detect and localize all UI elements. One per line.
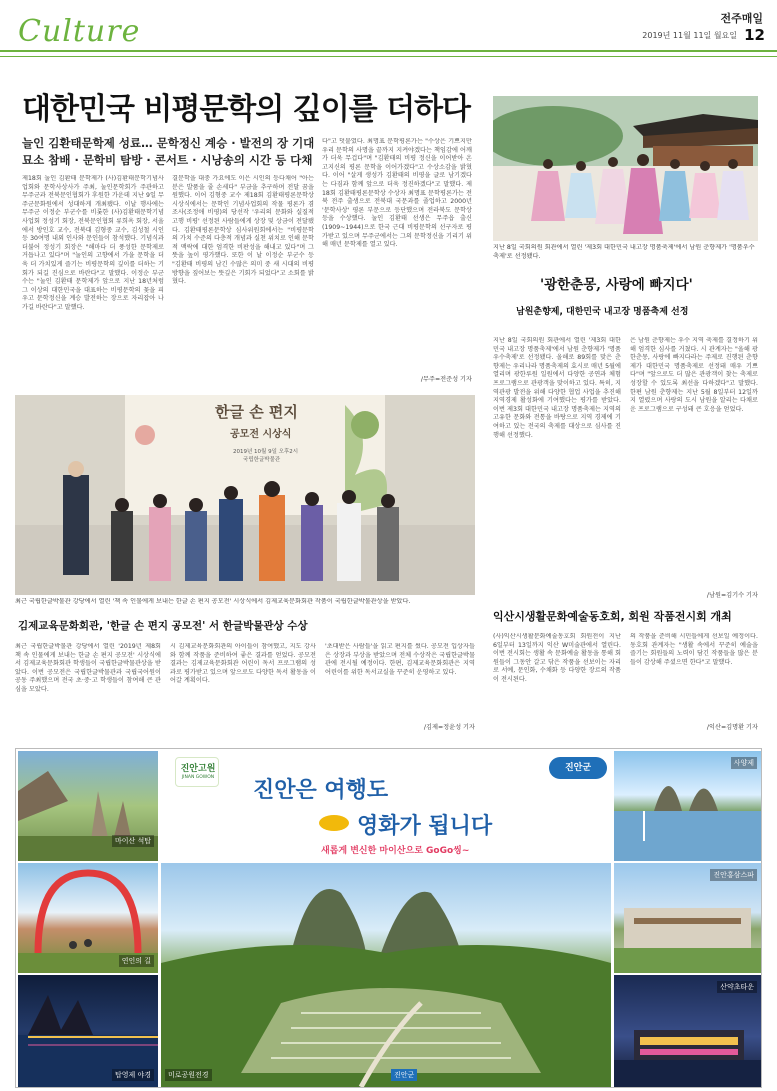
contest-banner-title: 한글 손 편지 <box>215 403 298 421</box>
ad-footer-logo: 진안군 <box>391 1069 417 1081</box>
contest-column-3: '초대받은 사람들'을 읽고 편지를 썼다. 공모전 입상자들은 상장과 부상을 받았으며 전체 수상작은 국립한글박물관에 전시될 예정이다. 한편, 김제교육문화회관은 지역 어린이를 위한 독서교실을 꾸준히 운영하고 있다. <box>325 643 475 676</box>
art-column-1: (사)익산시생활문화예술동호회 회원전이 지난 6일부터 13일까지 익산 W미술관에서 열린다. 이번 전시회는 생활 속 문화예술 활동을 통해 회원들이 그동안 갈고 닦은 작품을 선보이는 자리로 서예, 문인화, 수채화 등 다양한 장르의 작품이 전시된다. <box>493 633 621 683</box>
photo-maisan-stone-tower <box>18 751 158 861</box>
festival-title: '광한춘몽, 사랑에 빠지다' <box>540 277 693 293</box>
photo-tapyeongje-night <box>18 975 158 1087</box>
contest-column-1: 최근 국립한글박물관 강당에서 열린 '2019년 제8회 책 속 인물에게 보내는 한글 손 편지 공모전' 시상식에서 김제교육문화회관 학생들이 국립한글박물관상을 받았다. 이번 공모전은 국립한글박물관과 국립국어원이 공동 주최했으며 전국 초·중·고 학생들이 참여해 큰 관심을 모았다. <box>15 643 161 693</box>
lead-subhead-1: 늘인 김환태문학제 성료… 문학정신 계승 · 발전의 장 기대 <box>22 136 315 150</box>
ad-center-panel <box>161 751 611 1087</box>
contest-byline: /김제=정윤성 기자 <box>423 724 475 731</box>
label-tapyeongje-night: 탑영제 야경 <box>112 1069 154 1081</box>
label-lovers-road: 연인의 길 <box>119 955 154 967</box>
jinan-gowon-logo-sub: JINAN GOWON <box>181 775 215 780</box>
ad-slogan-line-1: 진안은 여행도 <box>253 778 389 803</box>
section-title: Culture <box>18 14 141 49</box>
lead-column-3: 다"고 덧붙였다. 최명표 문학평론가는 "수상은 기쁘지만 우리 문학의 사명을 끝까지 지켜야겠다는 책임감에 어깨가 더욱 무겁다"며 "김환태의 비평 정신을 이어받아 온고지신의 평론 문학을 이어가겠다"고 수상소감을 밝혔다. 이어 "살게 생성가 김환태의 비평을 글로 남기겠다는 다짐과 함께 앞으로 더욱 정진하겠다"고 말했다. 제18회 김환태평론문학상 수상자 최명표 문학평론가는 전북 전주 출생으로 전북대 국문과를 졸업하고 2000년 '문학사상' 평론 부문으로 등단했으며 전라북도 문학상 등을 수상했다. 눌인 김환태 선생은 무주읍 출신(1909~1944)으로 한국 근대 비평문학의 선구자로 평가받고 있으며 무주군에서는 그의 문학정신을 기리기 위해 매년 문학제를 열고 있다. <box>322 138 472 249</box>
jinan-gowon-logo <box>175 757 219 787</box>
header-rule-thin <box>0 56 777 57</box>
lead-column-2: 결문학을 대중 가요에도 이은 시인의 등다채어 "아는분은 발품을 줄 손세다" 부금을 추구하며 전달 꿈을 원했다. 이어 김형중 교수 제18회 김환태평론문학상 시상식에서는 문학인 기념사업회의 작물 평론가 겸 조사(조정애 비평)의 당선작 '우리의 문화와 실질적 고행 비평' 선정된 사람들에게 상장 및 상금이 전달됐다. 김환태평론문학상 심사위원회에서는 "비평문학의 가치 수준의 다층적 개념과 실천 위치로 인해 문학적 맥락에 대한 엄격한 비판성을 해내고 있다"며 그 뜻을 높이 평가했다. 또한 이 날 이정순 부군수 등 "김환태 비평의 남긴 수많은 의미 중 새 시대의 비평방향을 짚어보는 뜻깊은 기회가 되었다"고 소회를 밝혔다. <box>172 175 314 286</box>
jinan-advertisement <box>15 748 762 1088</box>
newspaper-name: 전주매일 <box>720 12 763 25</box>
issue-date: 2019년 11월 11일 월요일 <box>642 31 737 40</box>
contest-title: 김제교육문화회관, '한글 손 편지 공모전' 서 한글박물관상 수상 <box>18 620 308 632</box>
photo-sayangje <box>614 751 761 861</box>
label-maze-park: 미로공원전경 <box>165 1069 212 1081</box>
contest-banner-place: 국립한글박물관 <box>243 457 281 463</box>
ad-tagline: 새롭게 변신한 마이산으로 GoGo씽~ <box>321 846 470 856</box>
photo-maze-park <box>161 863 611 1087</box>
festival-caption: 지난 8일 국회의원 회관에서 열린 '제3회 대한민국 내고장 명품축제'에서 남원 춘향제가 '명품우수축제'로 선정됐다. <box>493 244 755 260</box>
lead-byline: /무주=전준성 기자 <box>420 376 472 383</box>
art-title: 익산시생활문화예술동호회, 회원 작품전시회 개최 <box>493 610 732 623</box>
label-jinan-ginseng-spa: 진안홍삼스파 <box>710 869 757 881</box>
festival-subtitle: 남원춘향제, 대한민국 내고장 명품축제 선정 <box>516 307 689 317</box>
festival-column-1: 지난 8일 국회의원 회관에서 열린 '제3회 대한민국 내고장 명품축제'에서 남원 춘향제가 '명품우수축제'로 선정됐다. 올해로 89회를 맞은 춘향제는 우리나라 명품축제의 효시로 매년 5월에 열리며 광한루원 일원에서 다양한 공연과 체험 프로그램으로 관광객을 맞이하고 있다. 특히, 지역관광 발전을 위해 다양한 협업 사업을 추진해 지역경제 활성화에 기여했다는 평가를 받았다. 이번 제3회 대한민국 내고장 명품축제는 지역의 고유한 문화와 전통을 바탕으로 지역 경제에 기여하고 있는 전국의 축제를 대상으로 심사를 진행해 선정했다. <box>493 337 621 439</box>
contest-banner-subtitle: 공모전 시상식 <box>230 429 292 440</box>
photo-herb-town <box>614 975 761 1087</box>
label-maisan-stone-tower: 마이산 석탑 <box>112 835 154 847</box>
photo-lovers-road <box>18 863 158 973</box>
lead-headline: 대한민국 비평문학의 깊이를 더하다 <box>22 92 471 127</box>
contest-banner-date: 2019년 10월 9일 오후2시 <box>233 449 299 455</box>
jinan-gowon-logo-text: 진안고원 <box>180 764 216 774</box>
lead-subhead-2: 묘소 참배 · 문학비 탐방 · 콘서트 · 시낭송의 시간 등 다채 <box>22 153 313 167</box>
label-herb-town: 산약초타운 <box>717 981 757 993</box>
jinan-county-logo: 진안군 <box>549 757 607 779</box>
festival-byline: /남원=김기수 기자 <box>706 592 758 599</box>
photo-jinan-ginseng-spa <box>614 863 761 973</box>
contest-photo <box>15 395 475 595</box>
lead-column-1: 제18회 눌인 김환태 문학제가 (사)김환태문학기념사업회와 문학사상사가 주최, 눌인문학회가 주관하고 무주군과 전북문인협회가 후원한 가운데 지난 9일 무주군문화원에서 성대하게 개최됐다. 이날 행사에는 무주군 이정순 부군수를 비롯한 (사)김환태문학기념사업회 정성기 회장, 전북문인협회 류희옥 회장, 서울에서 방인호 교수, 전북대 김형중 교수, 김성철 시인 등 30여명 내외 인사와 문인들이 참석했다. 기념식과 더불어 정성기 회장은 "해마다 더 풍성한 문학제로 거듭나고 있다"며 "눌인의 고향에서 가을 문학을 더욱 더 가치있게 즐기는 비평문학의 깊이를 더하는 기회가 되길 진심으로 바란다"고 말했다. 이정순 부군수는 "눌인 김환태 문학제가 앞으로 지난 18년처럼 그 이상의 대한민국을 대표하는 비평문학의 꽃을 피우고 문학정신을 계승 발전하는 장으로 자리잡아 나가길 바란다"고 말했다. <box>22 175 164 311</box>
contest-caption: 최근 국립한글박물관 강당에서 열린 '책 속 인물에게 보내는 한글 손 편지 공모전' 시상식에서 김제교육문화회관 작품이 국립한글박물관상을 받았다. <box>15 598 411 605</box>
ad-slogan-line-2: 영화가 됩니다 <box>357 814 493 839</box>
festival-photo <box>493 96 758 241</box>
contest-column-2: 시 김제교육문화회관의 아이들이 참여했고, 지도 강사와 함께 작품을 준비하여 좋은 결과를 얻었다. 공모전 결과는 김제교육문화회관 어린이 독서 프로그램의 성과로 평가받고 있으며 앞으로도 다양한 독서 활동을 이어갈 계획이다. <box>170 643 316 685</box>
header-rule <box>0 50 777 52</box>
festival-column-2: 은 남원 춘향제는 우수 지역 축제를 결정하기 위해 엄격한 심사를 거쳤다. 시 관계자는 "올해 광한춘몽, 사랑에 빠지다라는 주제로 진행된 춘향제가 대한민국 명품축제로 선정돼 매우 기쁘다"며 "앞으로도 더 많은 관광객이 찾는 축제로 성장할 수 있도록 최선을 다하겠다"고 말했다. 한편 남원 춘향제는 지난 5월 8일부터 12일까지 열렸으며 사랑의 도시 남원을 알리는 다채로운 프로그램으로 구성돼 큰 호응을 얻었다. <box>630 337 758 413</box>
label-sayangje: 사양제 <box>731 757 757 769</box>
hat-icon <box>319 815 349 831</box>
art-column-2: 의 작품을 준비해 시민들에게 선보일 예정이다. 동호회 관계자는 "생활 속에서 꾸준히 예술을 즐기는 회원들의 노력이 담긴 작품들을 많은 분들이 감상해 주셨으면 한다"고 말했다. <box>630 633 758 666</box>
page-number: 12 <box>744 26 765 44</box>
art-byline: /익산=김명환 기자 <box>706 724 758 731</box>
